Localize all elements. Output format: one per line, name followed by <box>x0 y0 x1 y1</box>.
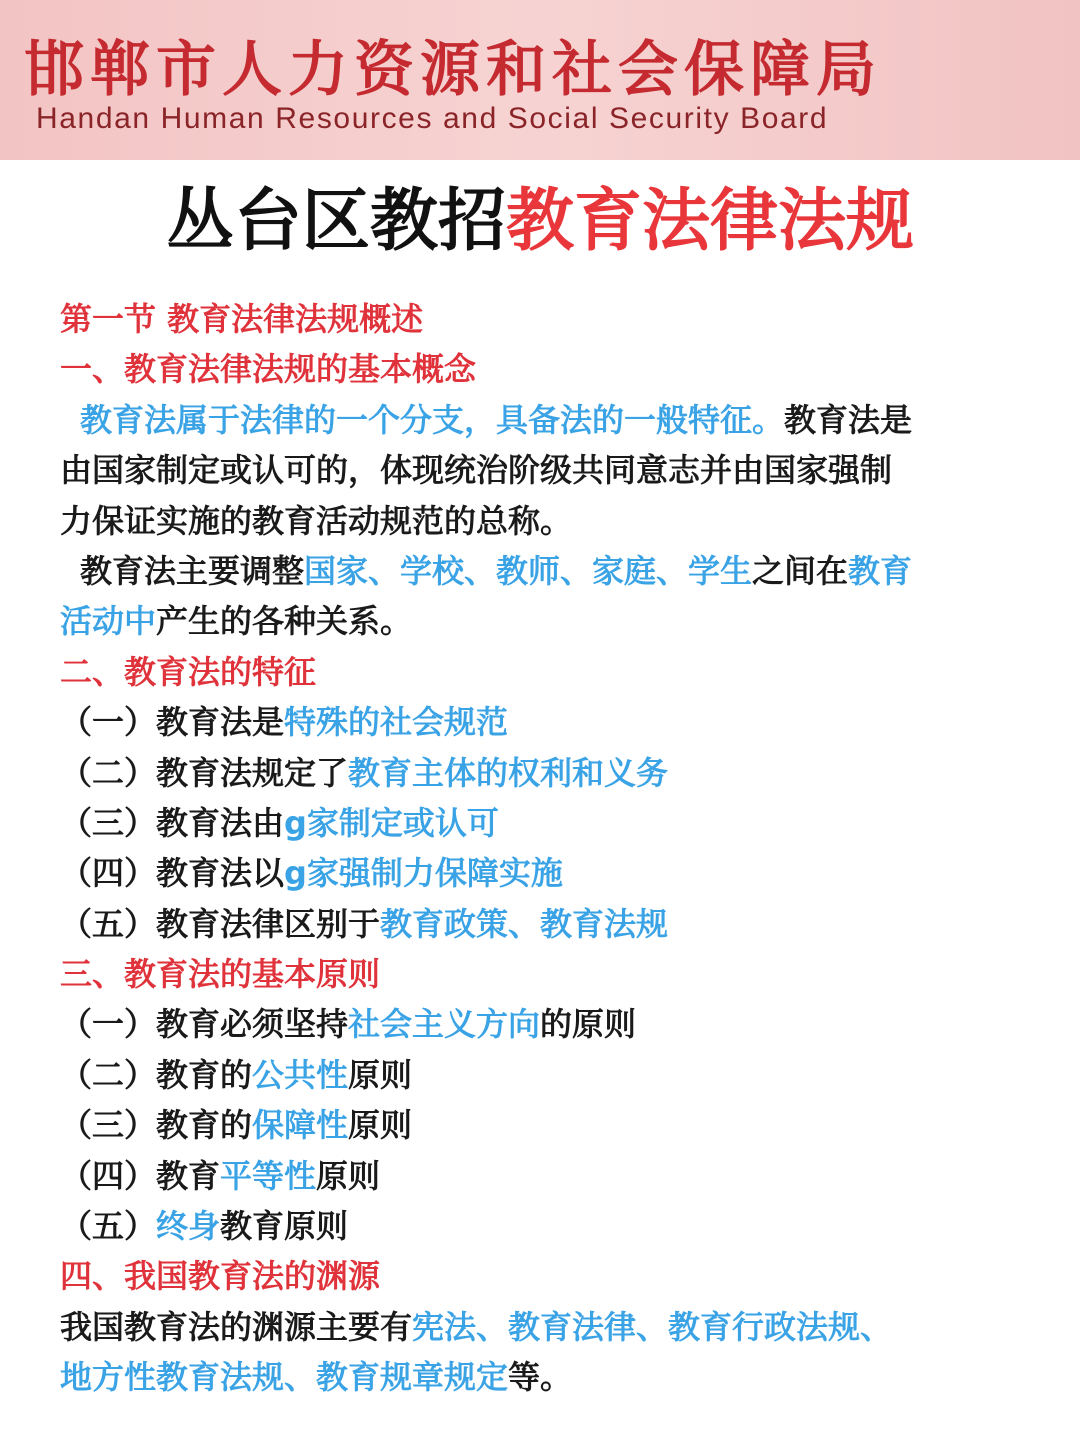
page-title-part1: 丛台区教招 <box>165 182 506 261</box>
list-item <box>60 697 1030 747</box>
item-highlight: 终身 <box>156 1207 221 1246</box>
body-text: 我国教育法的渊源主要有 <box>60 1307 413 1346</box>
list-item <box>60 1201 1030 1251</box>
item-prefix: （三）教育法由 <box>60 803 285 842</box>
list-item <box>60 899 1030 949</box>
header-banner <box>0 0 1080 160</box>
list-item <box>60 848 1030 898</box>
highlight-text: 教育法属于法律的一个分支，具备法的一般特征。 <box>80 400 785 439</box>
paragraph-4-line-2 <box>60 1352 1030 1402</box>
item-highlight: 公共性 <box>252 1055 349 1094</box>
item-suffix: 教育原则 <box>220 1207 349 1246</box>
org-name-zh: 邯郸市人力资源和社会保障局 <box>24 35 882 105</box>
page-title-part2: 教育法律法规 <box>506 182 915 261</box>
section-heading-4: 四、我国教育法的渊源 <box>60 1257 381 1296</box>
item-highlight: 特殊的社会规范 <box>284 703 509 742</box>
item-prefix: （五）教育法律区别于 <box>60 904 381 943</box>
body-text: 教育法是 <box>784 400 913 439</box>
paragraph-1-line-2: 由国家制定或认可的，体现统治阶级共同意志并由国家强制 <box>60 451 893 490</box>
section-heading-1: 一、教育法律法规的基本概念 <box>60 350 477 389</box>
body-text: 等。 <box>508 1358 573 1397</box>
paragraph-2-line-2 <box>60 596 1030 646</box>
list-item <box>60 999 1030 1049</box>
paragraph-4-line-1 <box>60 1302 1030 1352</box>
article-body <box>60 294 1030 1403</box>
highlight-text: 地方性教育法规、教育规章规定 <box>60 1358 509 1397</box>
highlight-text: 教育 <box>848 551 913 590</box>
item-highlight: 社会主义方向 <box>348 1005 541 1044</box>
item-highlight: 教育主体的权利和义务 <box>348 753 669 792</box>
item-suffix: 原则 <box>348 1055 413 1094</box>
list-item <box>60 1050 1030 1100</box>
body-text: 之间在 <box>752 551 849 590</box>
section-heading-3: 三、教育法的基本原则 <box>60 955 381 994</box>
body-text: 教育法主要调整 <box>80 551 305 590</box>
paragraph-1-line-1 <box>60 395 1030 445</box>
item-highlight: 平等性 <box>220 1156 317 1195</box>
section-heading-2: 二、教育法的特征 <box>60 652 317 691</box>
page-title <box>0 180 1080 264</box>
paragraph-1-line-3: 力保证实施的教育活动规范的总称。 <box>60 501 573 540</box>
body-text: 产生的各种关系。 <box>156 602 413 641</box>
highlight-text: 宪法、教育法律、教育行政法规、 <box>412 1307 893 1346</box>
list-item <box>60 1151 1030 1201</box>
item-prefix: （一）教育必须坚持 <box>60 1005 349 1044</box>
list-item <box>60 748 1030 798</box>
item-highlight: g家强制力保障实施 <box>284 854 563 893</box>
highlight-text: 国家、学校、教师、家庭、学生 <box>304 551 753 590</box>
item-highlight: 保障性 <box>252 1106 349 1145</box>
item-prefix: （一）教育法是 <box>60 703 285 742</box>
item-prefix: （二）教育的 <box>60 1055 253 1094</box>
item-suffix: 原则 <box>316 1156 381 1195</box>
item-highlight: 教育政策、教育法规 <box>380 904 669 943</box>
item-prefix: （三）教育的 <box>60 1106 253 1145</box>
item-highlight: g家制定或认可 <box>284 803 499 842</box>
list-item <box>60 798 1030 848</box>
item-prefix: （四）教育 <box>60 1156 221 1195</box>
item-suffix: 的原则 <box>540 1005 637 1044</box>
item-prefix: （二）教育法规定了 <box>60 753 349 792</box>
paragraph-2-line-1 <box>60 546 1030 596</box>
list-item <box>60 1100 1030 1150</box>
item-suffix: 原则 <box>348 1106 413 1145</box>
highlight-text: 活动中 <box>60 602 157 641</box>
item-prefix: （四）教育法以 <box>60 854 285 893</box>
chapter-heading: 第一节 教育法律法规概述 <box>60 300 424 338</box>
org-name-en: Handan Human Resources and Social Security Board <box>36 102 829 135</box>
item-prefix: （五） <box>60 1207 157 1246</box>
